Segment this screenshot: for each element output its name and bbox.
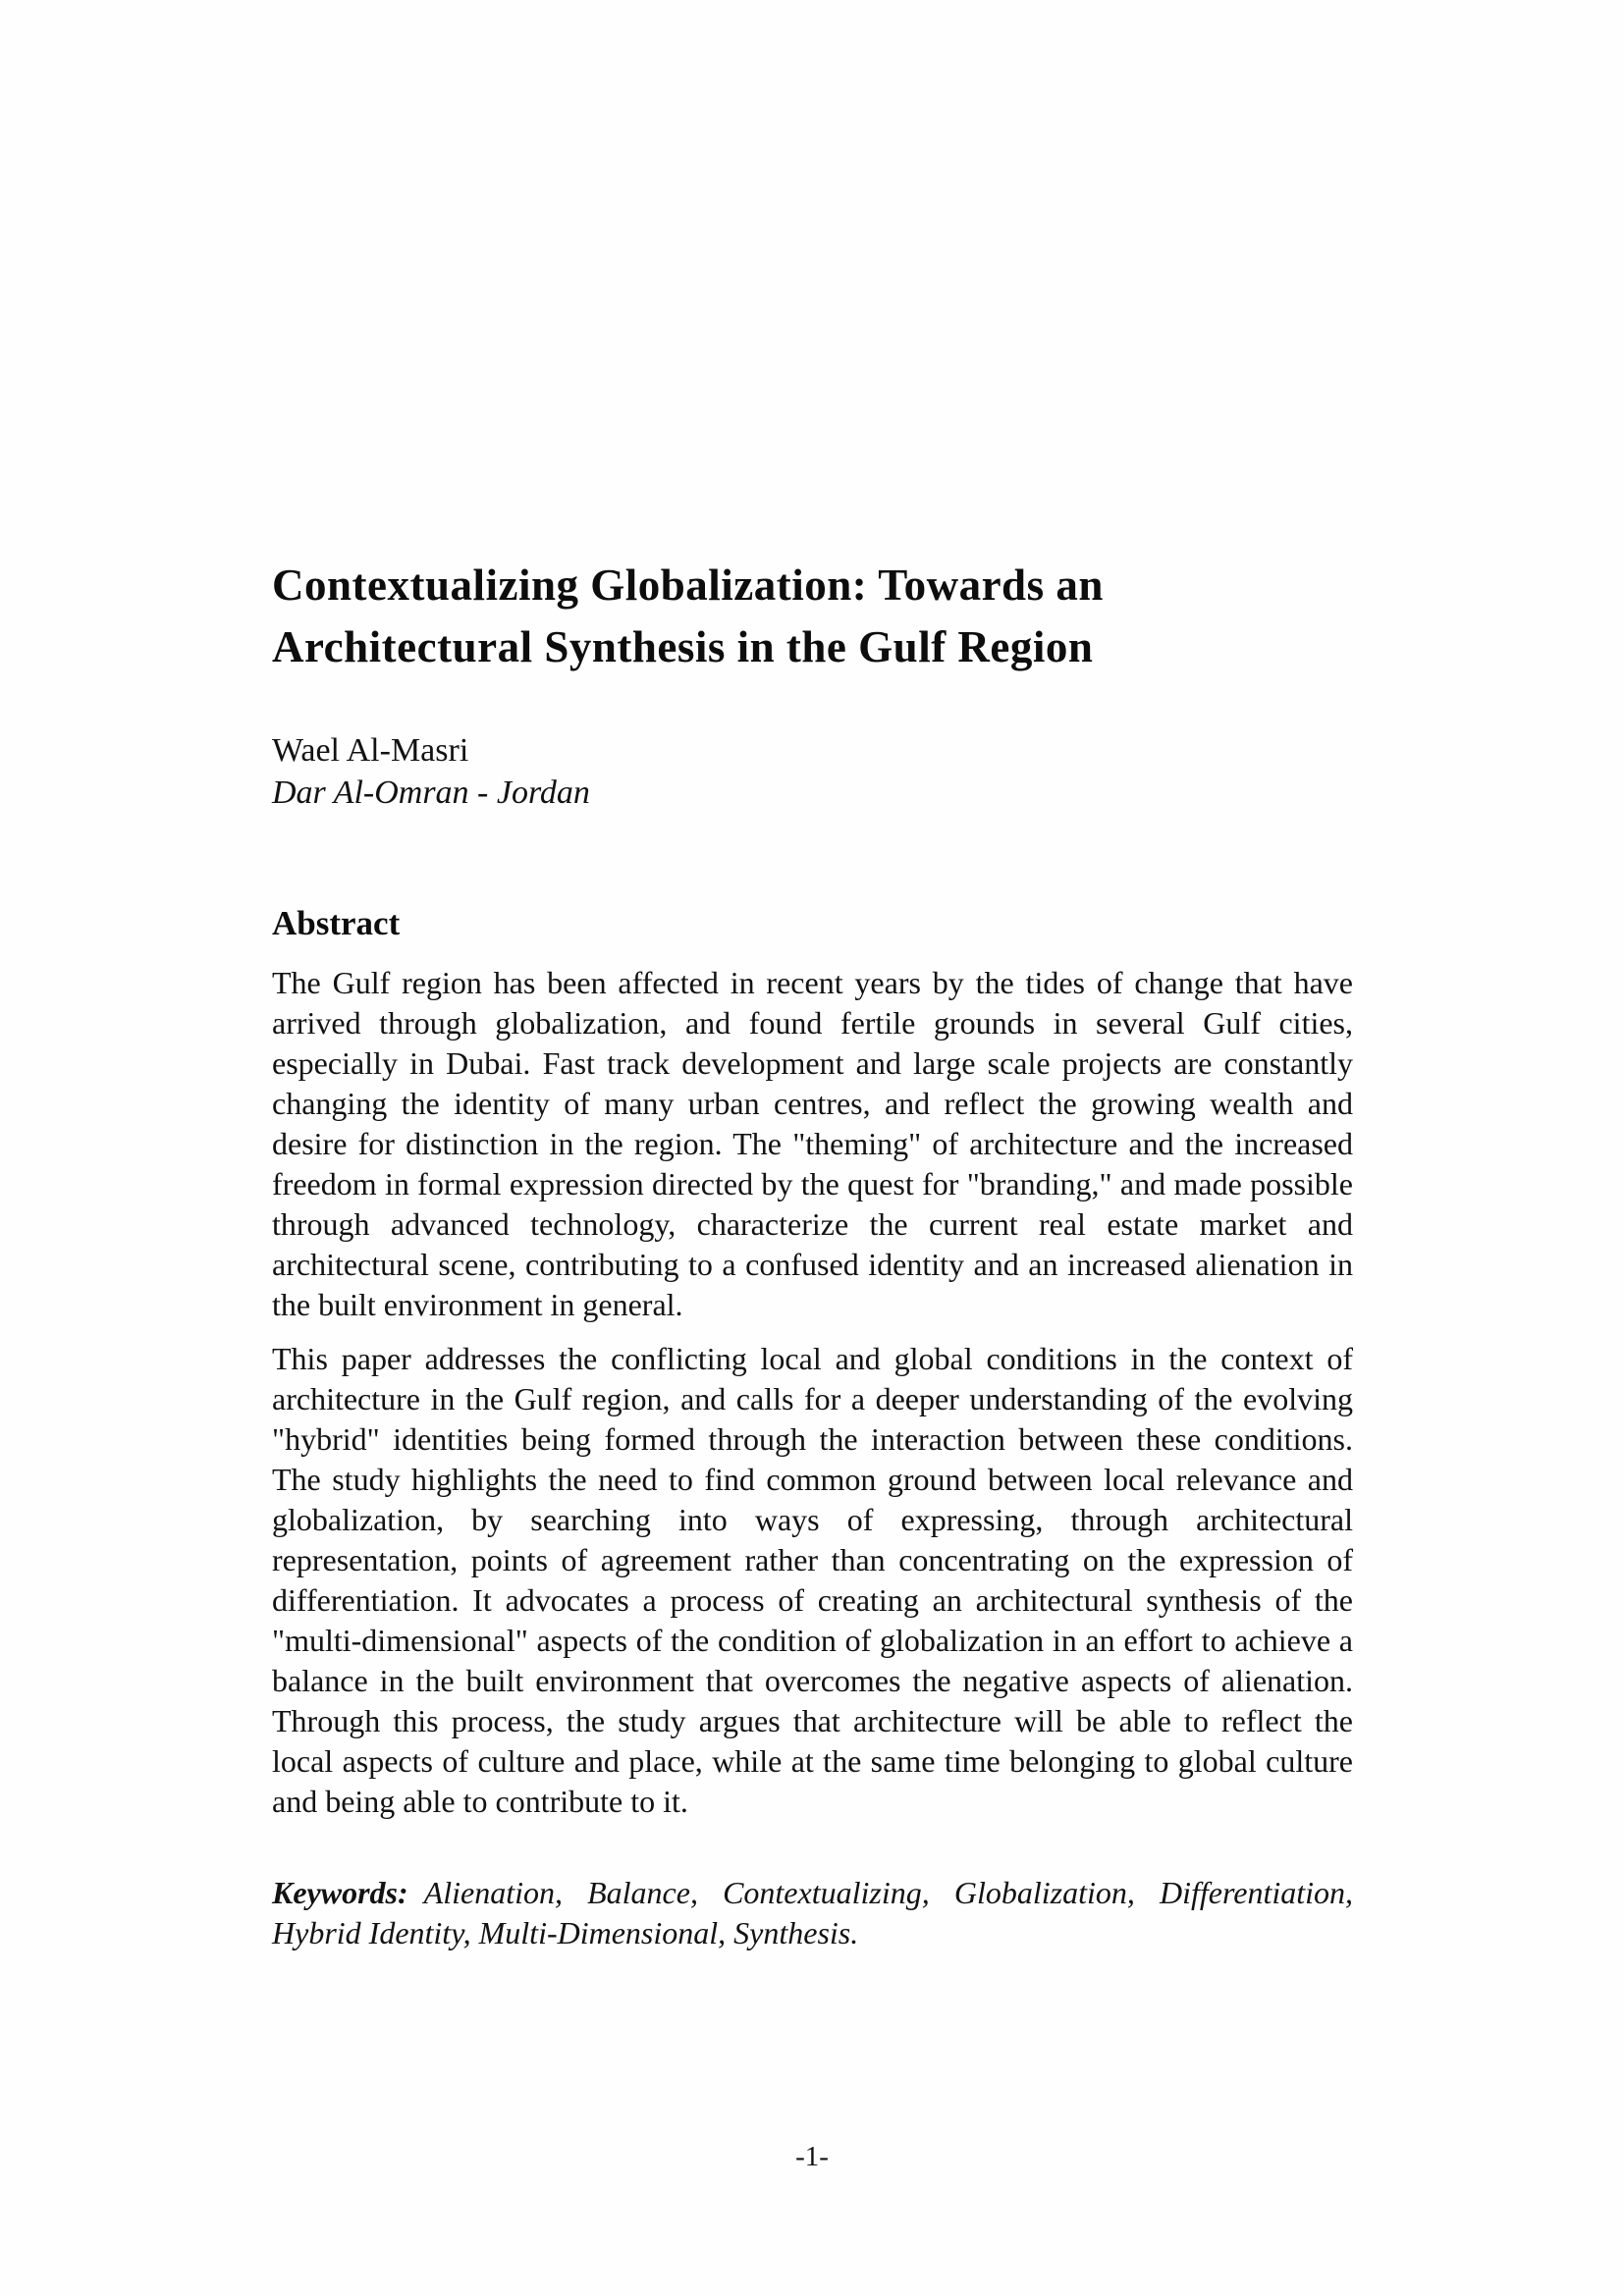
page-number: -1-	[795, 2141, 829, 2172]
author-affiliation: Dar Al-Omran - Jordan	[272, 774, 590, 811]
abstract-paragraph-2: This paper addresses the conflicting local and global conditions in the context of architecture in the Gulf region, and calls for a deeper understanding of the evolving "hybrid" identities being formed through the interaction between these conditions. The study highlights the need to find common ground between local relevance and globalization, by searching into ways of expressing, through architectural representation, points of agreement rather than concentrating on the expression of differentiation. It advocates a process of creating an architectural synthesis of the "multi-dimensional" aspects of the condition of globalization in an effort to achieve a balance in the built environment that overcomes the negative aspects of alienation. Through this process, the study argues that architecture will be able to reflect the local aspects of culture and place, while at the same time belonging to global culture and being able to contribute to it.	[272, 1341, 1353, 1819]
author-name: Wael Al-Masri	[272, 732, 469, 769]
keywords-line	[272, 1873, 1353, 1953]
keywords-label: Keywords:	[272, 1875, 408, 1910]
author-block	[272, 729, 1353, 814]
abstract-paragraph-1: The Gulf region has been affected in recent years by the tides of change that have arrived through globalization, and found fertile grounds in several Gulf cities, especially in Dubai. Fast track development and large scale projects are constantly changing the identity of many urban centres, and reflect the growing wealth and desire for distinction in the region. The "theming" of architecture and the increased freedom in formal expression directed by the quest for "branding," and made possible through advanced technology, characterize the current real estate market and architectural scene, contributing to a confused identity and an increased alienation in the built environment in general.	[272, 965, 1353, 1322]
page-content	[272, 0, 1353, 1985]
paper-title: Contextualizing Globalization: Towards an Architectural Synthesis in the Gulf Region	[272, 561, 1104, 671]
keywords-text: Alienation, Balance, Contextualizing, Globalization, Differentiation, Hybrid Identity, Multi-Dimensional, Synthesis.	[272, 1875, 1353, 1950]
abstract-heading: Abstract	[272, 904, 401, 942]
